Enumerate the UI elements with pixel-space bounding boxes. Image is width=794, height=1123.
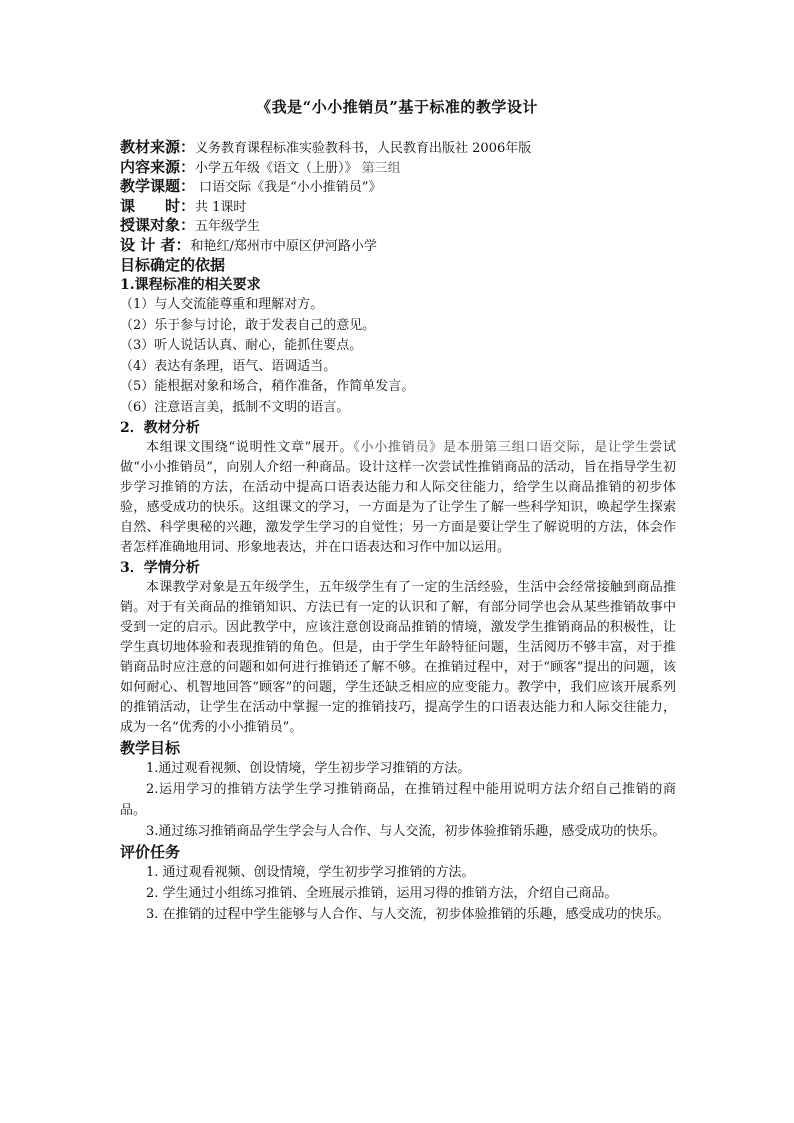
evaluation-item: 1. 通过观看视频、创设情境，学生初步学习推销的方法。 (146, 865, 475, 880)
standard-item: （2）乐于参与讨论，敢于发表自己的意见。 (120, 317, 376, 333)
meta-designer: 设 计 者：和艳红/郑州市中原区伊河路小学 (120, 235, 377, 254)
standard-item: （6）注意语言美，抵制不文明的语言。 (120, 399, 350, 415)
textbook-analysis-paragraph: 本组课文围绕“说明性文章”展开。《小小推销员》是本册第三组口语交际，是让学生尝试做“小小推销员”，向别人介绍一种商品。设计这样一次尝试性推销商品的活动，旨在指导学生初步学习推销的方法，在活动中提高口语表达能力和人际交往能力，给学生以商品推销的初步体验，感受成功的快乐。这组课文的学习，一方面是为了让学生了解一些科学知识，唤起学生探索自然、科学奥秘的兴趣，激发学生学习的自觉性；另一方面是要让学生了解说明的方法，体会作者怎样准确地用词、形象地表达，并在口语表达和习作中加以运用。 (120, 440, 676, 555)
meta-topic: 教学课题： 口语交际《我是“小小推销员”》 (120, 177, 382, 195)
learner-analysis-heading: 3．学情分析 (120, 560, 200, 576)
standard-item: （5）能根据对象和场合，稍作准备，作简单发言。 (120, 379, 415, 394)
standard-item: （1）与人交流能尊重和理解对方。 (120, 297, 324, 312)
evaluation-item: 2. 学生通过小组练习推销、全班展示推销，运用习得的推销方法，介绍自己商品。 (146, 886, 618, 901)
textbook-analysis-heading: 2．教材分析 (120, 420, 200, 436)
evaluation-item: 3. 在推销的过程中学生能够与人合作、与人交流，初步体验推销的乐趣，感受成功的快乐。 (146, 907, 670, 922)
goal-item: 1.通过观看视频、创设情境，学生初步学习推销的方法。 (146, 761, 471, 776)
document-body (120, 138, 676, 925)
meta-content-source: 内容来源：小学五年级《语文（上册）》 第三组 (120, 157, 401, 176)
goal-item: 2.运用学习的推销方法学生学习推销商品，在推销过程中能用说明方法介绍自己推销的商品。 (120, 782, 676, 818)
standards-heading: 1.课程标准的相关要求 (120, 277, 261, 293)
meta-source: 教材来源：义务教育课程标准实验教科书，人民教育出版社 2006年版 (120, 138, 532, 156)
document-title: 《我是“小小推销员”基于标准的教学设计 (256, 98, 538, 116)
teaching-goals-heading: 教学目标 (120, 739, 181, 757)
standard-item: （3）听人说话认真、耐心，能抓住要点。 (120, 338, 363, 353)
goal-item: 3.通过练习推销商品学生学会与人合作、与人交流，初步体验推销乐趣，感受成功的快乐。 (146, 824, 666, 839)
section-basis-heading: 目标确定的依据 (120, 256, 226, 274)
standard-item: （4）表达有条理，语气、语调适当。 (120, 358, 337, 374)
meta-hours: 课 时：共 1课时 (120, 196, 247, 215)
learner-analysis-paragraph: 本课教学对象是五年级学生，五年级学生有了一定的生活经验，生活中会经常接触到商品推销。对于有关商品的推销知识、方法已有一定的认识和了解，有部分同学也会从某些推销故事中受到一定的启示。因此教学中，应该注意创设商品推销的情境，激发学生推销商品的积极性，让学生真切地体验和表现推销的角色。但是，由于学生年龄特征问题，生活阅历不够丰富，对于推销商品时应注意的问题和如何进行推销还了解不够。在推销过程中，对于“顾客”提出的问题，该如何耐心、机智地回答“顾客”的问题，学生还缺乏相应的应变能力。教学中，我们应该开展系列的推销活动，让学生在活动中掌握一定的推销技巧，提高学生的口语表达能力和人际交往能力，成为一名“优秀的小小推销员”。 (120, 580, 676, 735)
evaluation-tasks-heading: 评价任务 (120, 843, 181, 861)
meta-audience: 授课对象：五年级学生 (120, 216, 261, 234)
